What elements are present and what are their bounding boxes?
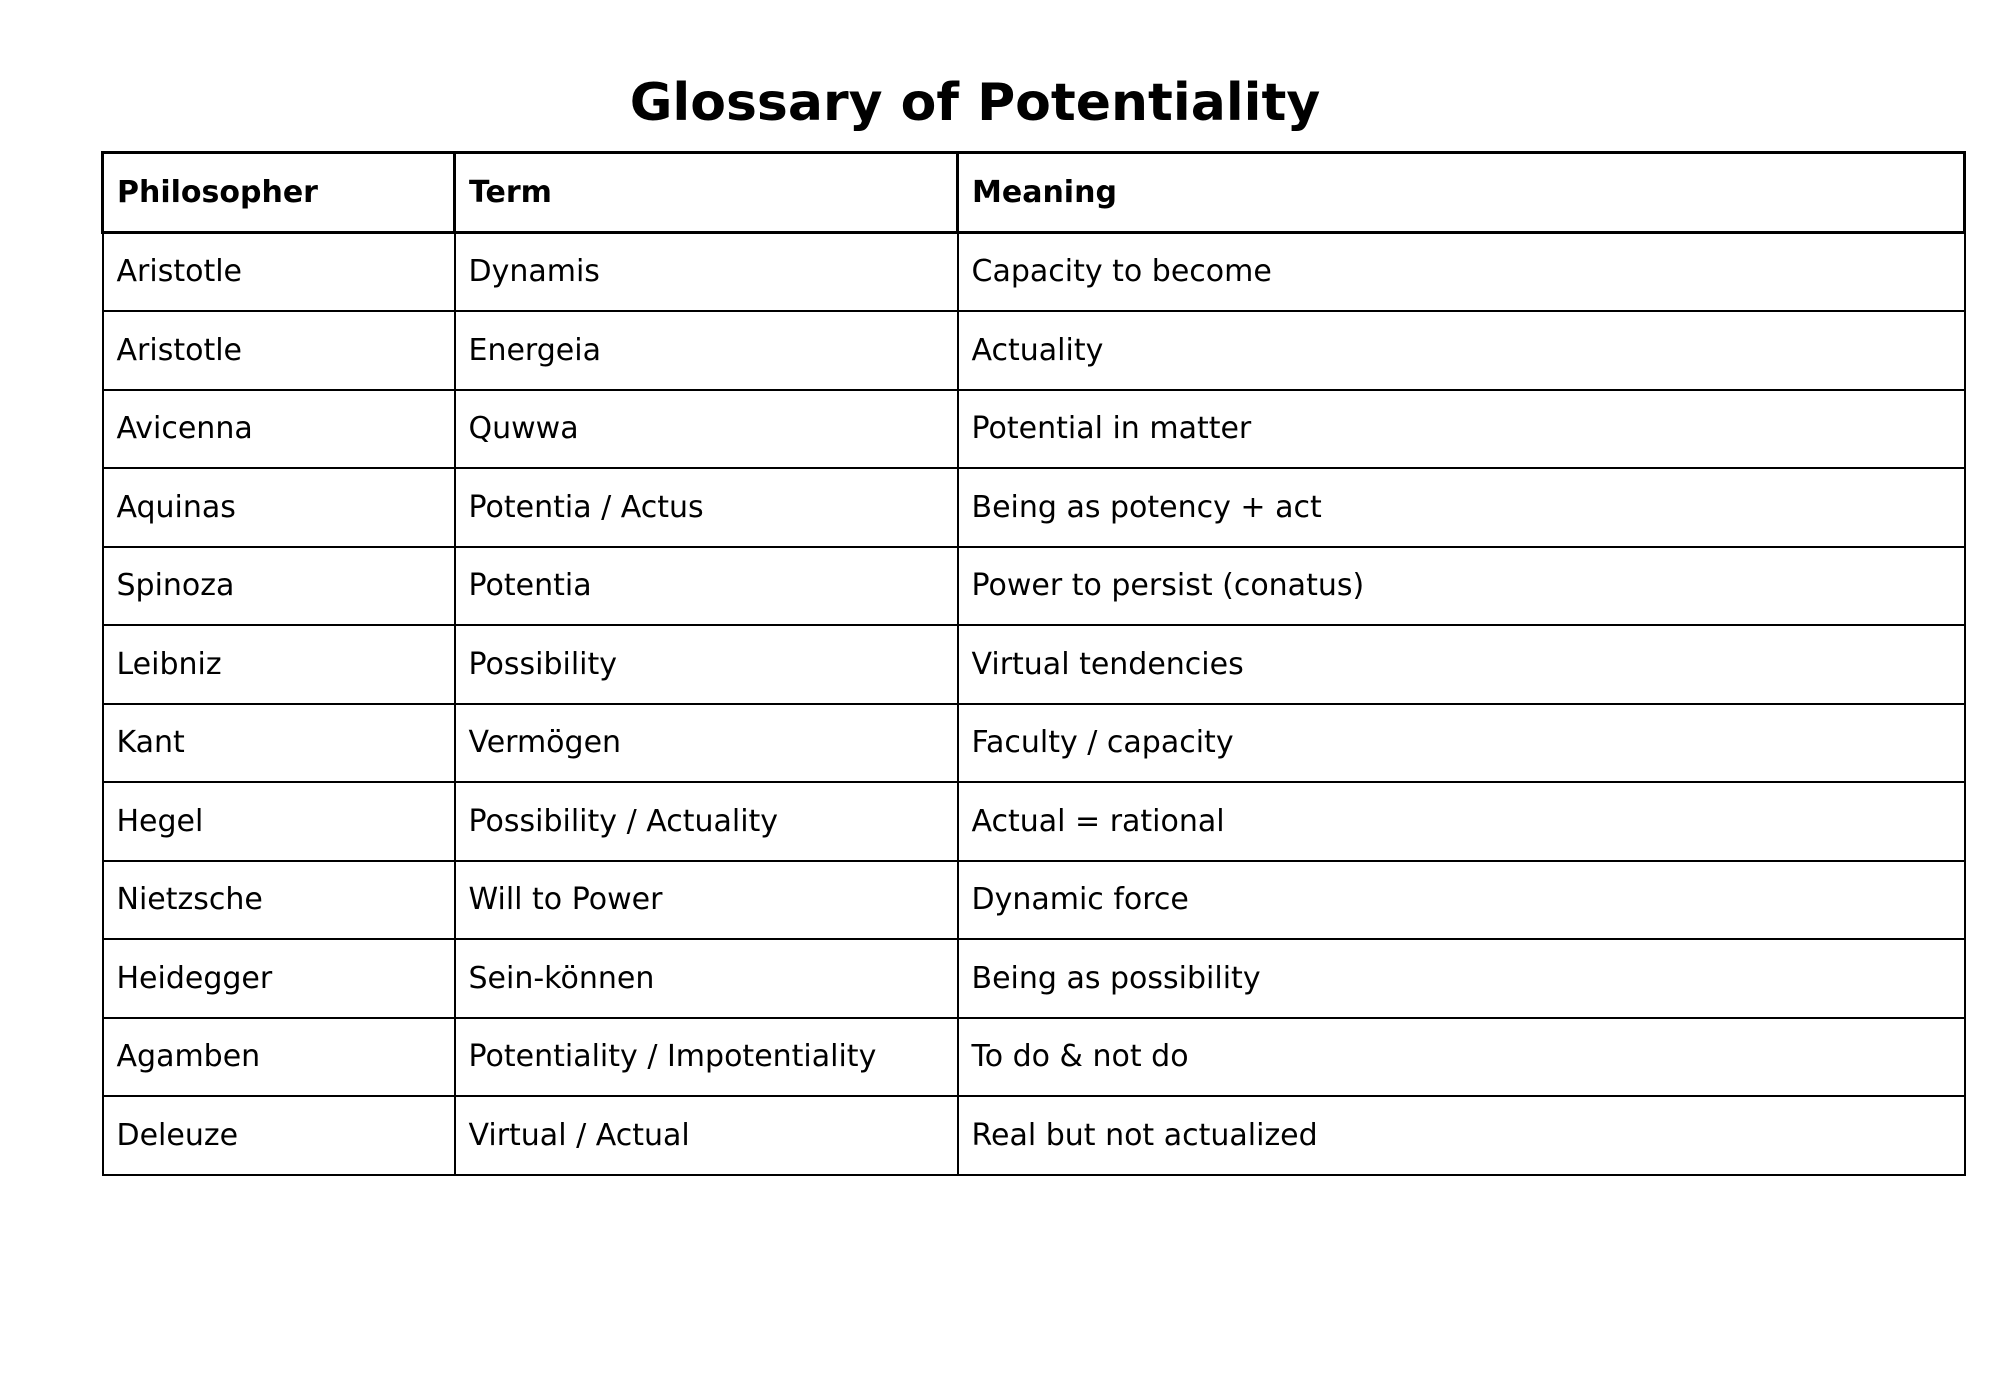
- philosopher-cell: Hegel: [103, 782, 455, 861]
- philosopher-cell: Leibniz: [103, 625, 455, 704]
- meaning-cell: To do & not do: [958, 1018, 1965, 1097]
- meaning-cell: Capacity to become: [958, 232, 1965, 311]
- term-cell: Virtual / Actual: [455, 1096, 958, 1175]
- column-header-philosopher: Philosopher: [103, 153, 455, 233]
- table-row: [103, 782, 1965, 861]
- meaning-cell: Being as potency + act: [958, 468, 1965, 547]
- philosopher-cell: Aristotle: [103, 311, 455, 390]
- meaning-cell: Power to persist (conatus): [958, 547, 1965, 626]
- philosopher-cell: Agamben: [103, 1018, 455, 1097]
- meaning-cell: Potential in matter: [958, 390, 1965, 469]
- table-row: [103, 861, 1965, 940]
- philosopher-cell: Avicenna: [103, 390, 455, 469]
- table-row: [103, 232, 1965, 311]
- table-row: [103, 311, 1965, 390]
- table-row: [103, 468, 1965, 547]
- philosopher-cell: Deleuze: [103, 1096, 455, 1175]
- meaning-cell: Real but not actualized: [958, 1096, 1965, 1175]
- table-row: [103, 1096, 1965, 1175]
- philosopher-cell: Aquinas: [103, 468, 455, 547]
- term-cell: Quwwa: [455, 390, 958, 469]
- table-row: [103, 625, 1965, 704]
- meaning-cell: Virtual tendencies: [958, 625, 1965, 704]
- term-cell: Potentiality / Impotentiality: [455, 1018, 958, 1097]
- term-cell: Potentia / Actus: [455, 468, 958, 547]
- table-row: [103, 547, 1965, 626]
- column-header-term: Term: [455, 153, 958, 233]
- meaning-cell: Actual = rational: [958, 782, 1965, 861]
- term-cell: Possibility: [455, 625, 958, 704]
- philosopher-cell: Kant: [103, 704, 455, 783]
- term-cell: Possibility / Actuality: [455, 782, 958, 861]
- philosopher-cell: Nietzsche: [103, 861, 455, 940]
- table-row: [103, 1018, 1965, 1097]
- term-cell: Vermögen: [455, 704, 958, 783]
- philosopher-cell: Aristotle: [103, 232, 455, 311]
- table-row: [103, 390, 1965, 469]
- term-cell: Will to Power: [455, 861, 958, 940]
- term-cell: Dynamis: [455, 232, 958, 311]
- meaning-cell: Actuality: [958, 311, 1965, 390]
- table-row: [103, 704, 1965, 783]
- column-header-meaning: Meaning: [958, 153, 1965, 233]
- term-cell: Energeia: [455, 311, 958, 390]
- meaning-cell: Faculty / capacity: [958, 704, 1965, 783]
- table-header-row: [103, 153, 1965, 233]
- glossary-table: [101, 151, 1966, 1176]
- philosopher-cell: Heidegger: [103, 939, 455, 1018]
- philosopher-cell: Spinoza: [103, 547, 455, 626]
- meaning-cell: Being as possibility: [958, 939, 1965, 1018]
- page-title: Glossary of Potentiality: [629, 72, 1321, 133]
- meaning-cell: Dynamic force: [958, 861, 1965, 940]
- term-cell: Sein-können: [455, 939, 958, 1018]
- table-row: [103, 939, 1965, 1018]
- term-cell: Potentia: [455, 547, 958, 626]
